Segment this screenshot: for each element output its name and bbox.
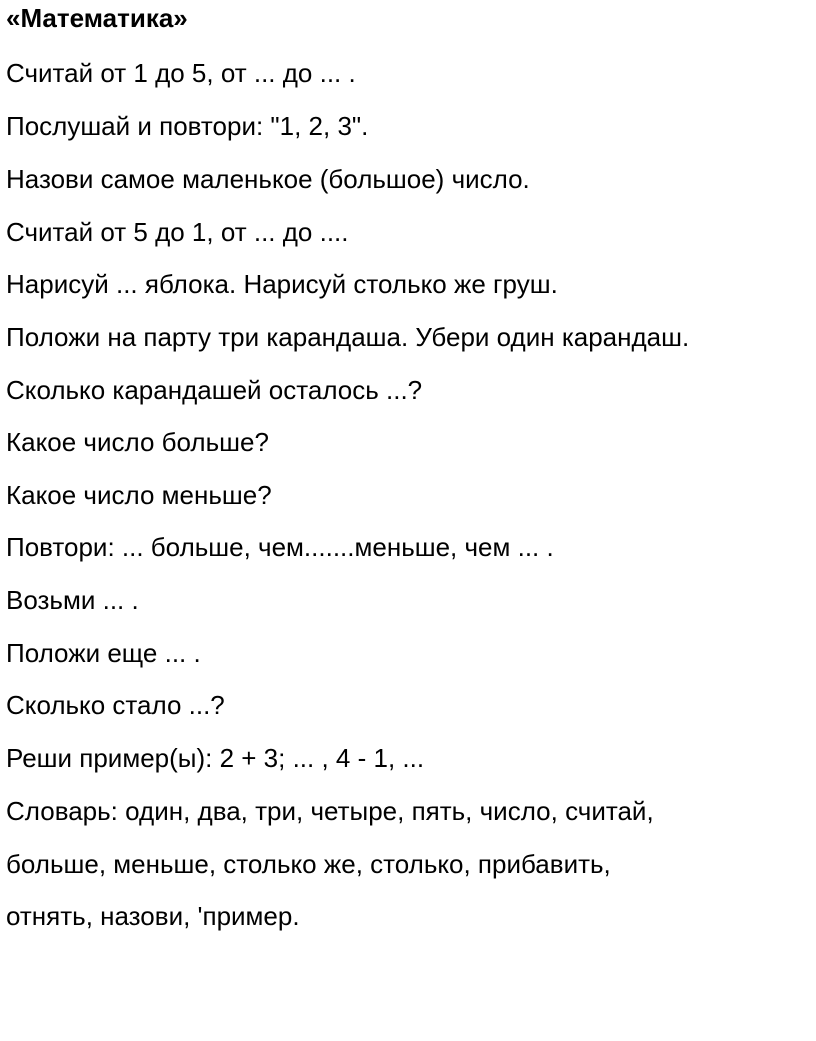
text-line: Назови самое маленькое (большое) число. (6, 164, 530, 194)
text-line: Сколько стало ...? (6, 690, 225, 720)
text-line: Сколько карандашей осталось ...? (6, 375, 423, 405)
text-line: Нарисуй ... яблока. Нарисуй столько же груш. (6, 269, 558, 299)
document-title: «Математика» (6, 3, 188, 33)
text-line: Какое число больше? (6, 427, 269, 457)
text-line: Считай от 1 до 5, от ... до ... . (6, 58, 356, 88)
text-line: Считай от 5 до 1, от ... до .... (6, 217, 349, 247)
text-line: Какое число меньше? (6, 480, 272, 510)
text-line: Положи еще ... . (6, 638, 201, 668)
text-line: Реши пример(ы): 2 + 3; ... , 4 - 1, ... (6, 743, 425, 773)
text-line: Словарь: один, два, три, четыре, пять, число, считай, (6, 796, 654, 826)
text-line: Послушай и повтори: "1, 2, 3". (6, 111, 369, 141)
text-line: Повтори: ... больше, чем.......меньше, чем ... . (6, 532, 554, 562)
text-line: Положи на парту три карандаша. Убери один карандаш. (6, 322, 690, 352)
text-line: отнять, назови, 'пример. (6, 901, 300, 931)
text-line: Возьми ... . (6, 585, 139, 615)
text-line: больше, меньше, столько же, столько, прибавить, (6, 849, 611, 879)
